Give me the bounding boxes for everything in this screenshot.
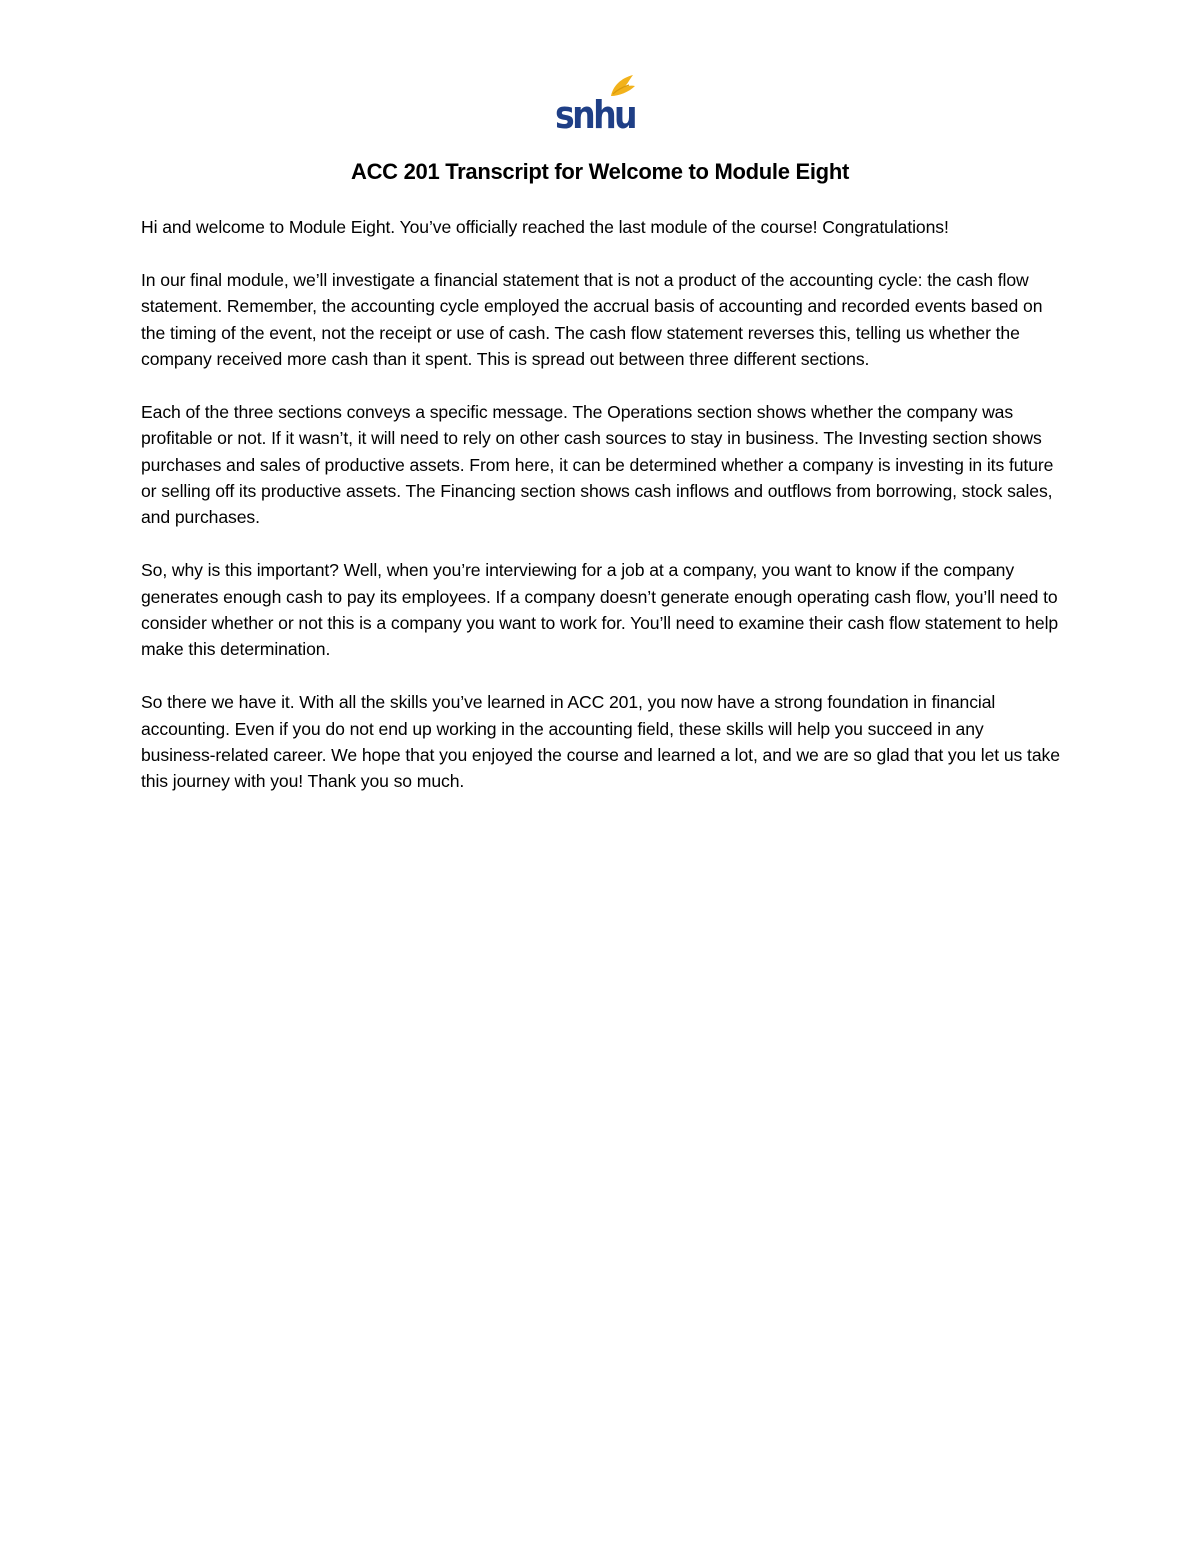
paragraph-intro: Hi and welcome to Module Eight. You’ve officially reached the last module of the course! Congratulations!: [141, 217, 949, 237]
paragraph-conclusion: So there we have it. With all the skills you’ve learned in ACC 201, you now have a strong foundation in financial accounting. Even if you do not end up working in the accounting field, these skills will help you succeed in any business-related career. We hope that you enjoyed the course and learned a lot, and we are so glad that you let us take this journey with you! Thank you so much.: [141, 692, 1060, 792]
document-title: ACC 201 Transcript for Welcome to Module Eight: [351, 159, 849, 184]
paragraph-sections: Each of the three sections conveys a specific message. The Operations section shows whether the company was profitable or not. If it wasn’t, it will need to rely on other cash sources to stay in business. The Investing section shows purchases and sales of productive assets. From here, it can be determined whether a company is investing in its future or selling off its productive assets. The Financing section shows cash inflows and outflows from borrowing, stock sales, and purchases.: [141, 401, 1054, 528]
paragraph-importance: So, why is this important? Well, when you’re interviewing for a job at a company, you want to know if the company generates enough cash to pay its employees. If a company doesn’t generate enough operating cash flow, you’ll need to consider whether or not this is a company you want to work for. You’ll need to examine their cash flow statement to help make this determination.: [141, 560, 1059, 660]
logo-wordmark: snhu: [555, 93, 635, 136]
transcript-body: [141, 214, 1061, 821]
logo-graphic: [553, 72, 643, 136]
paragraph-cash-flow: In our final module, we’ll investigate a financial statement that is not a product of the accounting cycle: the cash flow statement. Remember, the accounting cycle employed the accrual basis of accounting and recorded events based on the timing of the event, not the receipt or use of cash. The cash flow statement reverses this, telling us whether the company received more cash than it spent. This is spread out between three different sections.: [141, 269, 1043, 370]
snhu-logo: [553, 72, 643, 136]
